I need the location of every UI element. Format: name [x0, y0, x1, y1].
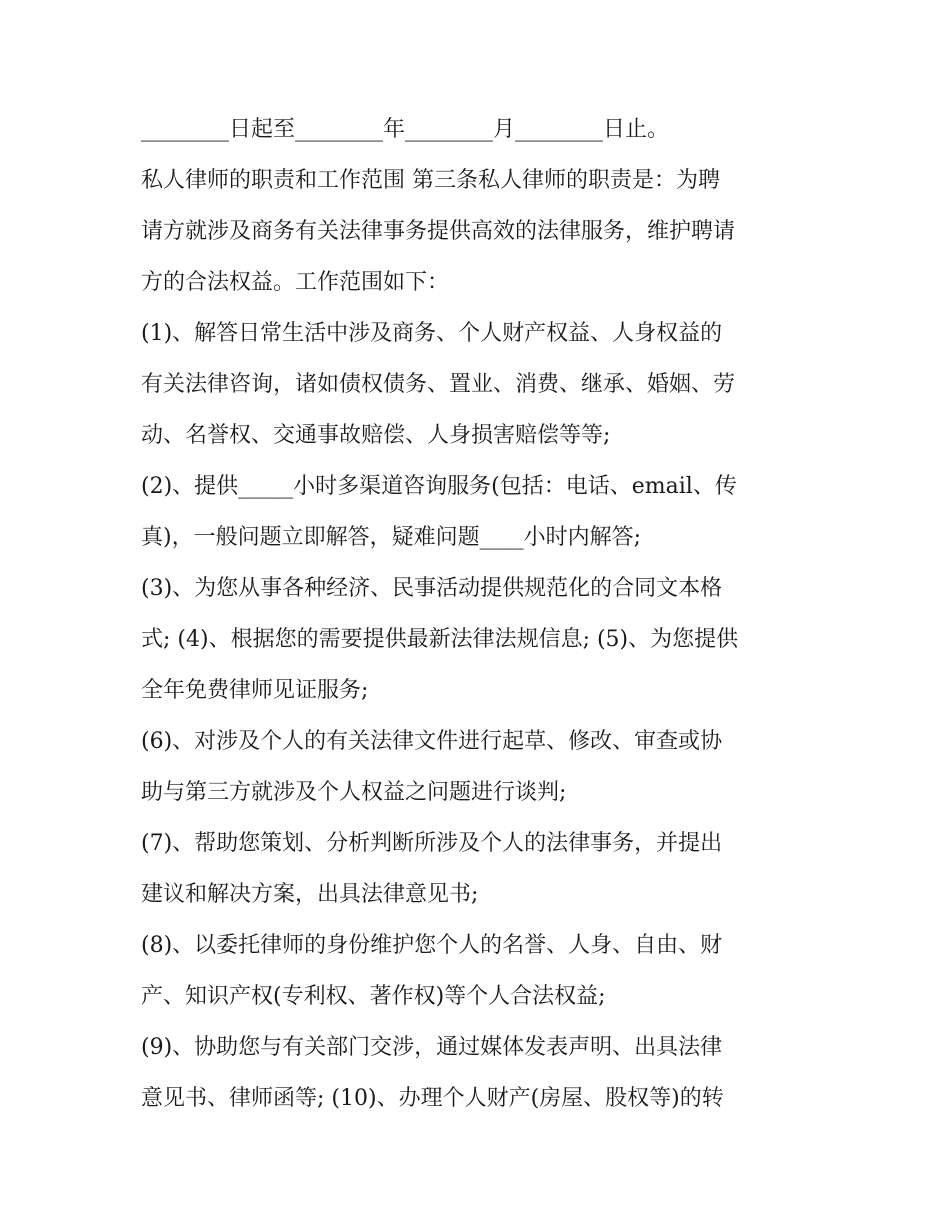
text-line-2: 私人律师的职责和工作范围 第三条私人律师的职责是：为聘: [141, 168, 720, 193]
text-line-6: 有关法律咨询，诸如债权债务、置业、消费、继承、婚姻、劳: [141, 372, 736, 397]
text-line-16: 建议和解决方案，出具法律意见书;: [141, 882, 479, 907]
text-line-4: 方的合法权益。工作范围如下：: [141, 270, 450, 295]
text-line-20: 意见书、律师函等; (10)、办理个人财产(房屋、股权等)的转: [141, 1086, 724, 1111]
text-line-9: 真)，一般问题立即解答，疑难问题____小时内解答;: [141, 525, 641, 550]
text-line-18: 产、知识产权(专利权、著作权)等个人合法权益;: [141, 984, 606, 1009]
text-line-7: 动、名誉权、交通事故赔偿、人身损害赔偿等等;: [141, 423, 611, 448]
text-line-15: (7)、帮助您策划、分析判断所涉及个人的法律事务，并提出: [141, 831, 723, 856]
text-line-19: (9)、协助您与有关部门交涉，通过媒体发表声明、出具法律: [141, 1035, 723, 1060]
text-line-14: 助与第三方就涉及个人权益之问题进行谈判;: [141, 780, 567, 805]
text-line-8: (2)、提供_____小时多渠道咨询服务(包括：电话、email、传: [141, 474, 737, 499]
document-body: [141, 108, 821, 1128]
text-line-1: ________日起至________年________月________日止。: [141, 117, 670, 142]
text-line-17: (8)、以委托律师的身份维护您个人的名誉、人身、自由、财: [141, 933, 723, 958]
text-line-10: (3)、为您从事各种经济、民事活动提供规范化的合同文本格: [141, 576, 723, 601]
text-line-13: (6)、对涉及个人的有关法律文件进行起草、修改、审查或协: [141, 729, 723, 754]
text-line-5: (1)、解答日常生活中涉及商务、个人财产权益、人身权益的: [141, 321, 723, 346]
text-line-3: 请方就涉及商务有关法律事务提供高效的法律服务，维护聘请: [141, 219, 736, 244]
text-line-11: 式; (4)、根据您的需要提供最新法律法规信息; (5)、为您提供: [141, 627, 739, 652]
text-line-12: 全年免费律师见证服务;: [141, 678, 369, 703]
